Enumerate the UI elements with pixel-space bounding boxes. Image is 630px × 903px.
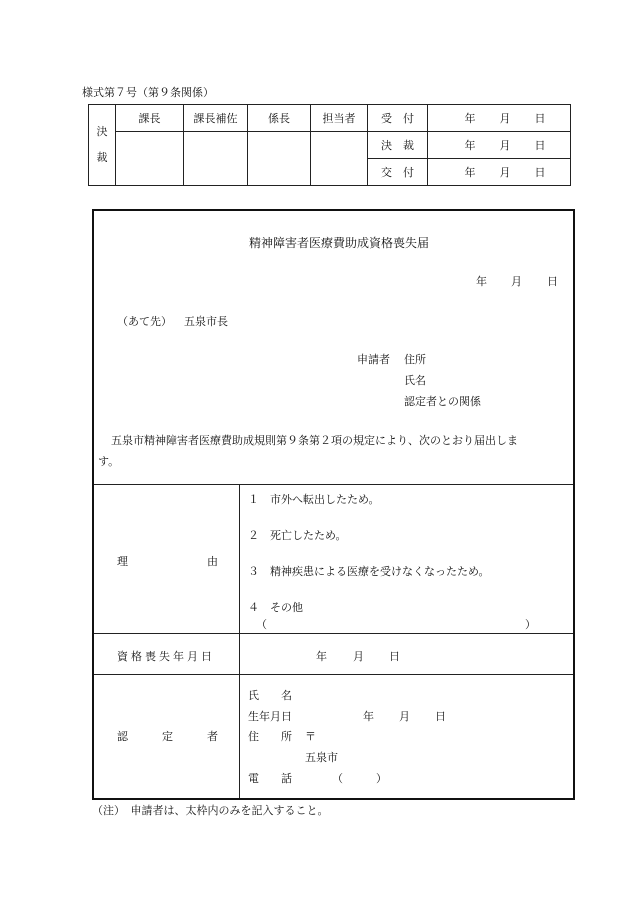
certified-label-char-2: 定 xyxy=(162,730,173,743)
other-reason-close-paren: ） xyxy=(525,618,536,631)
divider-reason-top xyxy=(94,484,573,485)
stamp-box-kakari-cho[interactable] xyxy=(248,132,311,186)
date-row-label-kessai: 決 裁 xyxy=(368,132,428,159)
footnote: （注） 申請者は、太枠内のみを記入すること。 xyxy=(92,804,329,817)
submit-date-year: 年 xyxy=(476,275,487,288)
divider-certified-top xyxy=(94,674,573,675)
addressee: 五泉市長 xyxy=(184,315,228,328)
date-row-value-uketsuke: 年 月 日 xyxy=(428,105,571,132)
date-row-value-kofu: 年 月 日 xyxy=(428,159,571,186)
certified-address-label: 住 所 xyxy=(248,730,292,743)
reason-option-1[interactable]: １ 市外へ転出したため。 xyxy=(248,493,380,506)
divider-loss-date-top xyxy=(94,633,573,634)
date-row-label-uketsuke: 受 付 xyxy=(368,105,428,132)
applicant-label: 申請者 xyxy=(357,353,390,366)
applicant-name-label: 氏名 xyxy=(404,374,426,387)
reason-label-right: 由 xyxy=(207,555,218,568)
other-reason-open-paren: （ xyxy=(256,618,267,631)
role-header-tanto: 担当者 xyxy=(311,105,368,132)
loss-date-label: 資格喪失年月日 xyxy=(117,650,215,663)
statement-line-2: す。 xyxy=(98,455,120,468)
reason-label-left: 理 xyxy=(117,555,128,568)
form-number-label: 様式第７号（第９条関係） xyxy=(82,86,214,99)
reason-option-3[interactable]: ３ 精神疾患による医療を受けなくなったため。 xyxy=(248,565,490,578)
date-row-label-kofu: 交 付 xyxy=(368,159,428,186)
certified-phone-label: 電 話 xyxy=(248,772,292,785)
certified-birth-year: 年 xyxy=(363,710,374,723)
applicant-address-label: 住所 xyxy=(404,353,426,366)
certified-birth-label: 生年月日 xyxy=(248,710,292,723)
stamp-box-kacho[interactable] xyxy=(116,132,184,186)
kessai-vertical-label: 決 裁 xyxy=(89,105,116,186)
reason-option-2[interactable]: ２ 死亡したため。 xyxy=(248,529,347,542)
main-form-box xyxy=(92,209,575,800)
loss-date-month: 月 xyxy=(353,650,364,663)
stamp-box-tanto[interactable] xyxy=(311,132,368,186)
certified-birth-day: 日 xyxy=(435,710,446,723)
role-header-kacho: 課長 xyxy=(116,105,184,132)
certified-birth-month: 月 xyxy=(399,710,410,723)
statement-line-1: 五泉市精神障害者医療費助成規則第９条第２項の規定により、次のとおり届出しま xyxy=(111,434,518,447)
other-reason-field[interactable] xyxy=(270,614,520,629)
form-title: 精神障害者医療費助成資格喪失届 xyxy=(249,236,430,250)
addressee-prefix: （あて先） xyxy=(117,315,172,328)
loss-date-day: 日 xyxy=(389,650,400,663)
approval-stamp-table xyxy=(88,104,571,186)
certified-label-char-1: 認 xyxy=(117,730,128,743)
role-header-kakari-cho: 係長 xyxy=(248,105,311,132)
reason-option-4[interactable]: ４ その他 xyxy=(248,601,303,614)
date-row-value-kessai: 年 月 日 xyxy=(428,132,571,159)
certified-label-char-3: 者 xyxy=(207,730,218,743)
certified-name-label: 氏 名 xyxy=(248,689,292,702)
certified-phone-paren: （ ） xyxy=(332,772,387,785)
certified-city: 五泉市 xyxy=(305,751,338,764)
submit-date-day: 日 xyxy=(547,275,558,288)
postal-mark: 〒 xyxy=(305,730,316,743)
stamp-box-kacho-hosa[interactable] xyxy=(184,132,248,186)
submit-date-month: 月 xyxy=(511,275,522,288)
role-header-kacho-hosa: 課長補佐 xyxy=(184,105,248,132)
loss-date-year: 年 xyxy=(316,650,327,663)
applicant-relation-label: 認定者との関係 xyxy=(404,395,481,408)
label-column-divider xyxy=(239,484,240,798)
